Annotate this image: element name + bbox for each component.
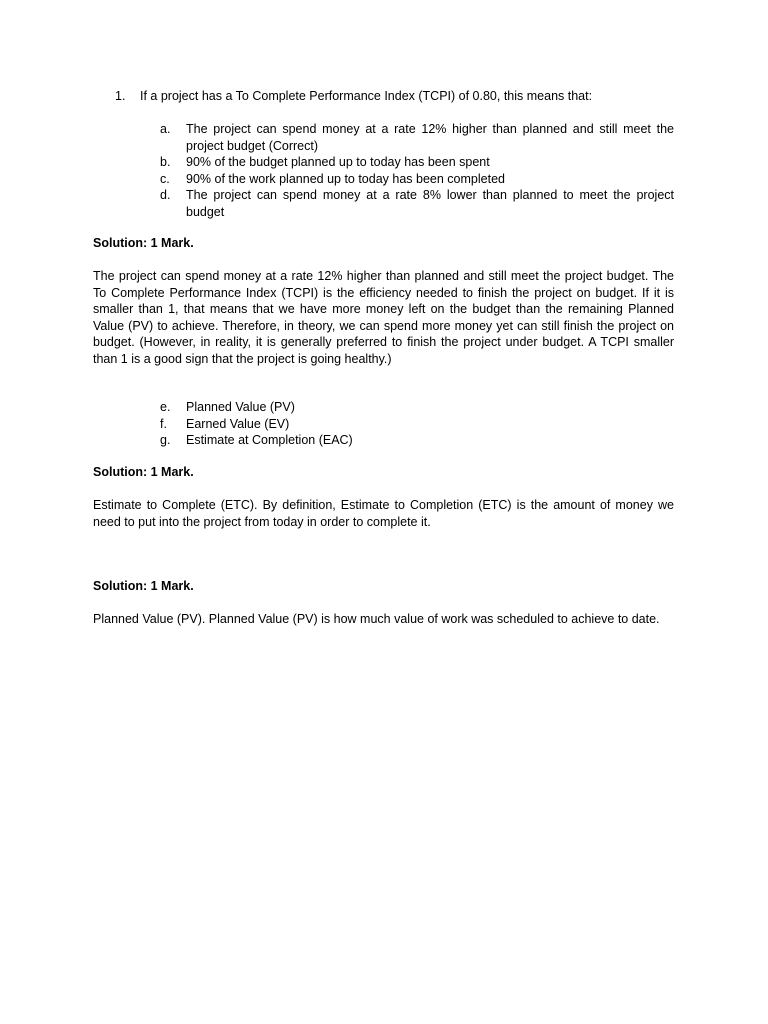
option-b	[160, 154, 674, 171]
solution-1-explanation: The project can spend money at a rate 12% higher than planned and still meet the project budget. The To Complete Performance Index (TCPI) is the efficiency needed to finish the project on budget. If it is smaller than 1, that means that we have more money left on the budget than the remaining Planned Value (PV) to achieve. Therefore, in theory, we can spend more money yet can still finish the project on budget. (However, in reality, it is generally preferred to finish the project under budget. A TCPI smaller than 1 is a good sign that the project is going healthy.)	[93, 269, 674, 366]
option-d	[160, 187, 674, 220]
option-letter: e.	[160, 400, 171, 414]
solution-3-label: Solution: 1 Mark.	[93, 579, 194, 593]
option-c	[160, 171, 674, 188]
option-letter: c.	[160, 171, 170, 186]
solution-2-explanation: Estimate to Complete (ETC). By definition, Estimate to Completion (ETC) is the amount of money we need to put into the project from today in order to complete it.	[93, 498, 674, 529]
option-letter: g.	[160, 433, 171, 447]
option-a	[160, 121, 674, 154]
question-2-options	[160, 399, 674, 449]
option-letter: d.	[160, 188, 171, 202]
solution-1-label: Solution: 1 Mark.	[93, 236, 194, 250]
question-text: If a project has a To Complete Performance Index (TCPI) of 0.80, this means that:	[140, 89, 593, 103]
option-letter: a.	[160, 122, 171, 136]
option-text: 90% of the work planned up to today has been completed	[186, 171, 505, 186]
option-e	[160, 399, 674, 416]
question-1-options	[160, 121, 674, 220]
solution-2-label: Solution: 1 Mark.	[93, 465, 194, 479]
question-1	[115, 88, 675, 105]
option-text: Earned Value (EV)	[186, 416, 290, 431]
option-g	[160, 432, 674, 449]
option-text: Estimate at Completion (EAC)	[186, 433, 353, 447]
solution-3-explanation: Planned Value (PV). Planned Value (PV) is how much value of work was scheduled to achieve to date.	[93, 612, 660, 626]
option-text: 90% of the budget planned up to today has been spent	[186, 155, 490, 169]
option-text: The project can spend money at a rate 8% lower than planned to meet the project budget	[186, 188, 674, 219]
option-text: The project can spend money at a rate 12% higher than planned and still meet the project budget (Correct)	[186, 122, 674, 153]
option-f	[160, 416, 674, 433]
question-number: 1.	[115, 89, 126, 103]
option-text: Planned Value (PV)	[186, 400, 295, 414]
option-letter: b.	[160, 155, 171, 169]
option-letter: f.	[160, 416, 167, 431]
